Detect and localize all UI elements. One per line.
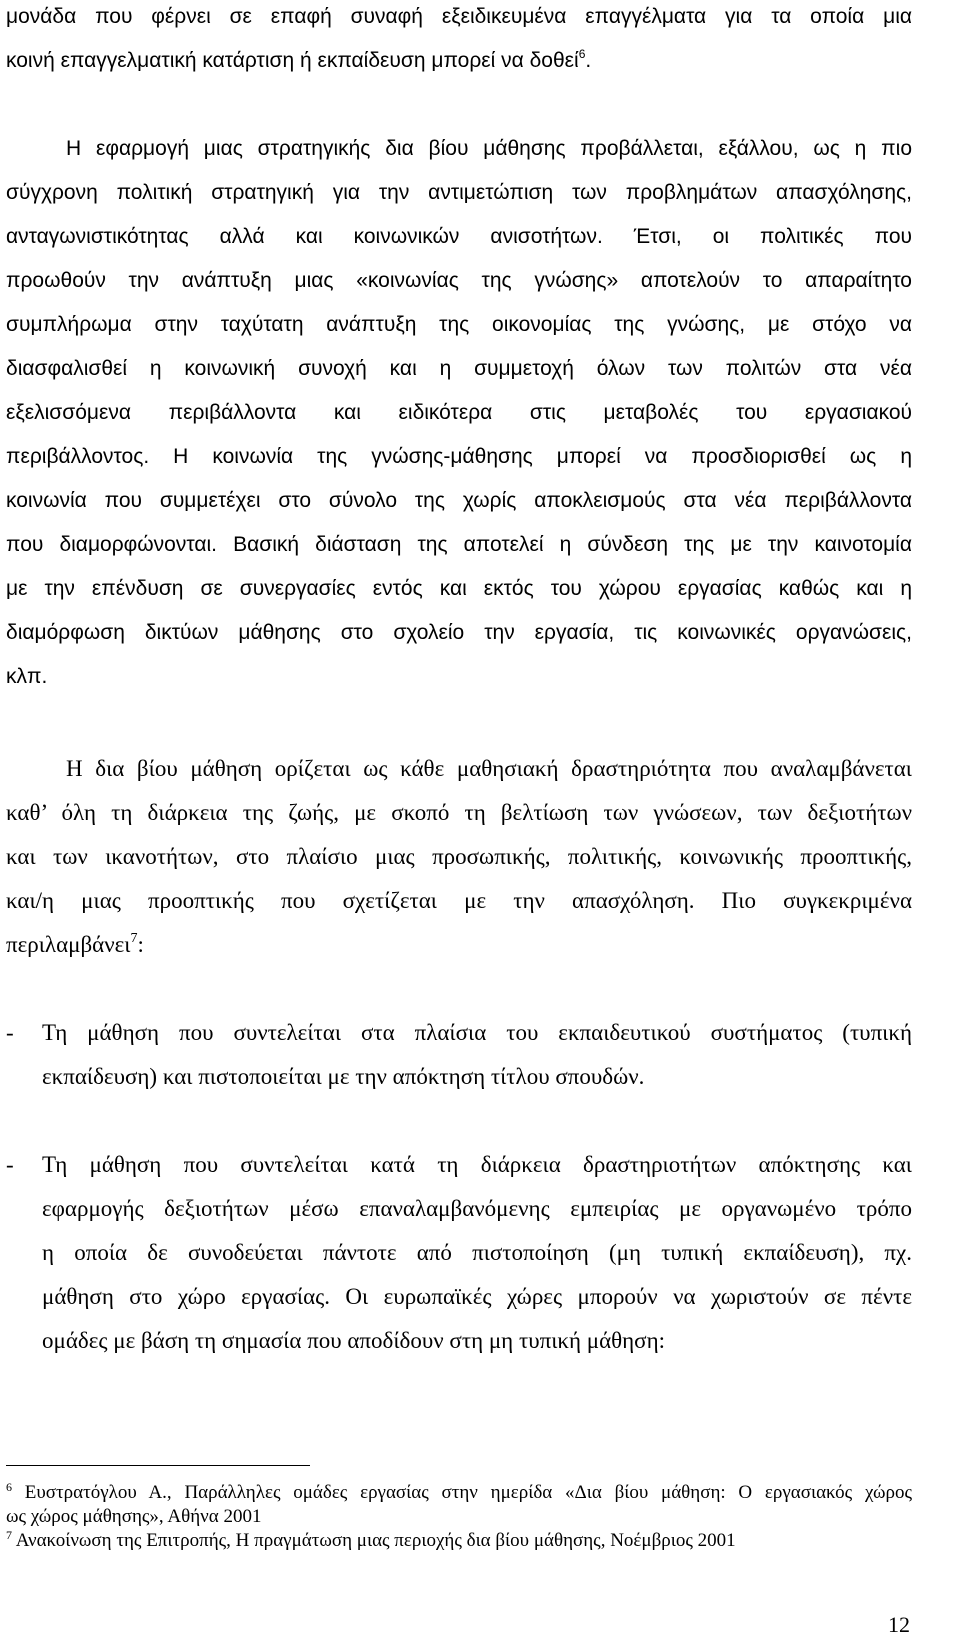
paragraph-2-line-5: συμπλήρωμα στην ταχύτατη ανάπτυξη της οικονομίας της γνώσης, με στόχο να	[6, 313, 912, 336]
paragraph-2-line-8: περιβάλλοντος. Η κοινωνία της γνώσης-μάθησης μπορεί να προσδιορισθεί ως η	[6, 445, 912, 468]
footnote-6-number: 6	[6, 1481, 12, 1494]
list-item-2-line-4: μάθηση στο χώρο εργασίας. Οι ευρωπαϊκές χώρες μπορούν να χωριστούν σε πέντε	[42, 1284, 912, 1309]
footnote-separator	[6, 1465, 310, 1466]
footnote-ref-7: 7	[130, 931, 138, 946]
paragraph-3-line-5	[6, 930, 912, 960]
paragraph-2-line-12: διαμόρφωση δικτύων μάθησης στο σχολείο την εργασία, τις κοινωνικές οργανώσεις,	[6, 621, 912, 644]
footnote-7-number: 7	[6, 1529, 12, 1542]
list-item-2-line-5: ομάδες με βάση τη σημασία που αποδίδουν στη μη τυπική μάθηση:	[42, 1328, 665, 1353]
list-item-2-line-3: η οποία δε συνοδεύεται πάντοτε από πιστοποίηση (μη τυπική εκπαίδευση), πχ.	[42, 1240, 912, 1265]
paragraph-3-line-1: Η δια βίου μάθηση ορίζεται ως κάθε μαθησιακή δραστηριότητα που αναλαμβάνεται	[66, 756, 912, 781]
paragraph-1-line-2	[6, 46, 912, 76]
paragraph-3-line-2: καθ’ όλη τη διάρκεια της ζωής, με σκοπό τη βελτίωση των γνώσεων, των δεξιοτήτων	[6, 800, 912, 825]
paragraph-1-end: .	[585, 49, 592, 72]
footnote-7-text: Ανακοίνωση της Επιτροπής, Η πραγμάτωση μιας περιοχής δια βίου μάθησης, Νοέμβριος 2001	[15, 1530, 736, 1551]
footnote-6-line-1	[6, 1481, 912, 1506]
list-item-2-line-1: Τη μάθηση που συντελείται κατά τη διάρκεια δραστηριοτήτων απόκτησης και	[42, 1152, 912, 1177]
footnote-ref-6: 6	[578, 47, 586, 61]
list-item-2-line-2: εφαρμογής δεξιοτήτων μέσω επαναλαμβανόμενης εμπειρίας με οργανωμένο τρόπο	[42, 1196, 912, 1221]
list-item-1-line-2: εκπαίδευση) και πιστοποιείται με την απόκτηση τίτλου σπουδών.	[42, 1064, 645, 1089]
paragraph-2-line-11: με την επένδυση σε συνεργασίες εντός και εκτός του χώρου εργασίας καθώς και η	[6, 577, 912, 600]
paragraph-2-line-10: που διαμορφώνονται. Βασική διάσταση της αποτελεί η σύνδεση της με την καινοτομία	[6, 533, 912, 556]
paragraph-2-line-9: κοινωνία που συμμετέχει στο σύνολο της χωρίς αποκλεισμούς στα νέα περιβάλλοντα	[6, 489, 912, 512]
footnote-7	[6, 1529, 912, 1554]
paragraph-2-line-6: διασφαλισθεί η κοινωνική συνοχή και η συμμετοχή όλων των πολιτών στα νέα	[6, 357, 912, 380]
paragraph-2-line-2: σύγχρονη πολιτική στρατηγική για την αντιμετώπιση των προβλημάτων απασχόλησης,	[6, 181, 912, 204]
paragraph-3-end: :	[137, 932, 144, 957]
paragraph-3-text: περιλαμβάνει	[6, 932, 131, 957]
paragraph-2-line-4: προωθούν την ανάπτυξη μιας «κοινωνίας της γνώσης» αποτελούν το απαραίτητο	[6, 269, 912, 292]
paragraph-2-line-7: εξελισσόμενα περιβάλλοντα και ειδικότερα στις μεταβολές του εργασιακού	[6, 401, 912, 424]
paragraph-2-line-13: κλπ.	[6, 665, 48, 688]
paragraph-2-line-1: Η εφαρμογή μιας στρατηγικής δια βίου μάθησης προβάλλεται, εξάλλου, ως η πιο	[66, 137, 912, 160]
paragraph-3-line-3: και των ικανοτήτων, στο πλαίσιο μιας προσωπικής, πολιτικής, κοινωνικής προοπτικής,	[6, 844, 912, 869]
paragraph-1-line-1: μονάδα που φέρνει σε επαφή συναφή εξειδικευμένα επαγγέλματα για τα οποία μια	[6, 5, 912, 28]
page-number: 12	[888, 1612, 910, 1637]
list-bullet-1: -	[6, 1020, 14, 1045]
footnote-6-text: Ευστρατόγλου Α., Παράλληλες ομάδες εργασίας στην ημερίδα «Δια βίου μάθηση: Ο εργασιακός χώρος	[24, 1482, 912, 1503]
list-bullet-2: -	[6, 1152, 14, 1177]
paragraph-1-text: κοινή επαγγελματική κατάρτιση ή εκπαίδευση μπορεί να δοθεί	[6, 49, 579, 72]
paragraph-2-line-3: ανταγωνιστικότητας αλλά και κοινωνικών ανισοτήτων. Έτσι, οι πολιτικές που	[6, 225, 912, 248]
list-item-1-line-1: Τη μάθηση που συντελείται στα πλαίσια του εκπαιδευτικού συστήματος (τυπική	[42, 1020, 912, 1045]
paragraph-3-line-4: και/η μιας προοπτικής που σχετίζεται με την απασχόληση. Πιο συγκεκριμένα	[6, 888, 912, 913]
footnote-6-line-2: ως χώρος μάθησης», Αθήνα 2001	[6, 1506, 262, 1527]
